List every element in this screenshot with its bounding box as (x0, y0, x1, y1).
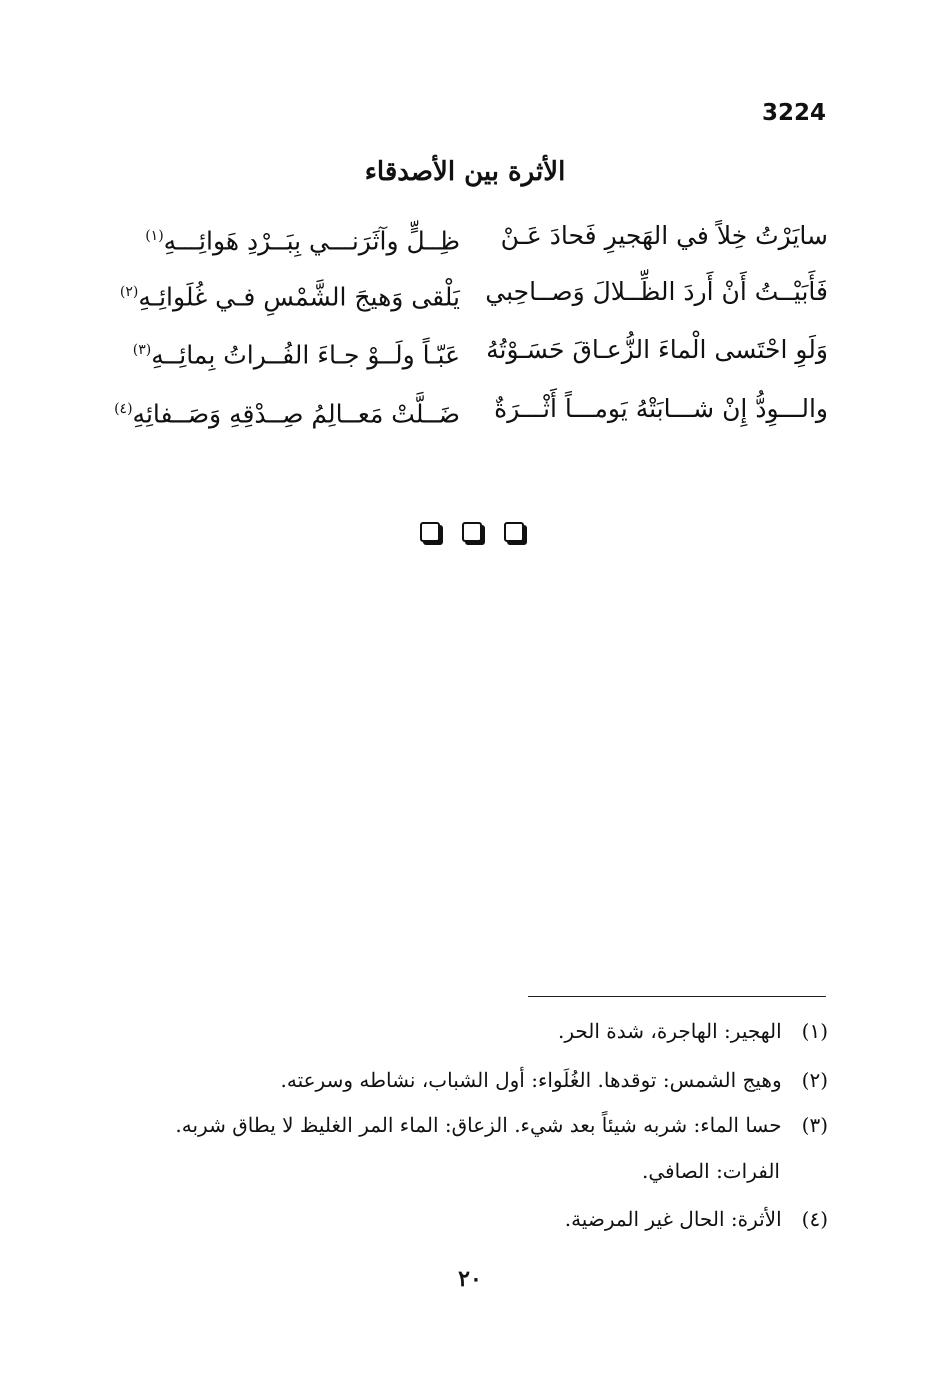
footnote-divider (528, 996, 826, 997)
ornament-square (504, 522, 524, 542)
footnote (110, 1204, 828, 1234)
footnote-number: (١) (801, 1019, 828, 1043)
footnote-reference: (٣) (132, 342, 152, 358)
verse-second-text: ظِــلٍّ وآثَرَنـــي بِبَــرْدِ هَوائِـــهِ (163, 226, 460, 256)
footnote (110, 1016, 828, 1046)
verse-first-hemistich: سايَرْتُ خِلاً في الهَجيرِ فَحادَ عَـنْ (500, 221, 828, 250)
verse-second-hemistich (110, 385, 460, 438)
footnote-text: الأثرة: الحال غير المرضية. (564, 1207, 782, 1231)
verse-first-hemistich: فَأَبَيْــتُ أَنْ أَردَ الظِّــلالَ وَصــاحِبي (485, 277, 828, 306)
footnote-number: (٣) (801, 1113, 828, 1137)
verse-second-text: ضَــلَّتْ مَعــالِمُ صِــدْقِهِ وَصَــفائِهِ (132, 399, 460, 429)
footnote-text: الهجير: الهاجرة، شدة الحر. (557, 1019, 782, 1043)
verse-second-hemistich (110, 212, 460, 265)
verse-second-text: يَلْقى وَهيجَ الشَّمْسِ فـي غُلَوائِـهِ (138, 282, 460, 312)
verse-line (110, 385, 828, 433)
footnote-number: (٢) (801, 1068, 828, 1092)
footnote-reference: (١) (145, 228, 164, 244)
verse-first-hemistich: وَلَوِ احْتَسى الْماءَ الزُّعـاقَ حَسَـوْتُهُ (486, 335, 828, 364)
footnote (110, 1065, 828, 1095)
verse-first-hemistich: والـــوِدُّ إِنْ شـــابَتْهُ يَومـــاً أَثْـــرَةٌ (494, 394, 828, 423)
footnote-number: (٤) (801, 1207, 828, 1231)
verse-line (110, 212, 828, 260)
section-ornament (420, 522, 524, 548)
footnote-reference: (٤) (114, 401, 133, 417)
verse-line (110, 268, 828, 316)
verse-second-text: عَبّـاً ولَــوْ جـاءَ الفُــراتُ بِمائِــهِ (151, 340, 460, 370)
footnote-text: حسا الماء: شربه شيئاً بعد شيء. الزعاق: الماء المر الغليظ لا يطاق شربه. (175, 1113, 782, 1137)
poem-title: الأثرة بين الأصدقاء (364, 157, 566, 187)
ornament-square (462, 522, 482, 542)
page-id: 3224 (762, 100, 827, 126)
verse-second-hemistich (110, 326, 460, 379)
footnote (110, 1110, 828, 1140)
verse-second-hemistich (110, 268, 460, 321)
footnote-continuation: الفرات: الصافي. (642, 1159, 780, 1183)
footnote-text: وهيج الشمس: توقدها. الغُلَواء: أول الشباب، نشاطه وسرعته. (280, 1068, 782, 1092)
ornament-square (420, 522, 440, 542)
page-number: ٢٠ (458, 1266, 482, 1292)
verse-line (110, 326, 828, 374)
footnote-reference: (٢) (119, 284, 139, 300)
